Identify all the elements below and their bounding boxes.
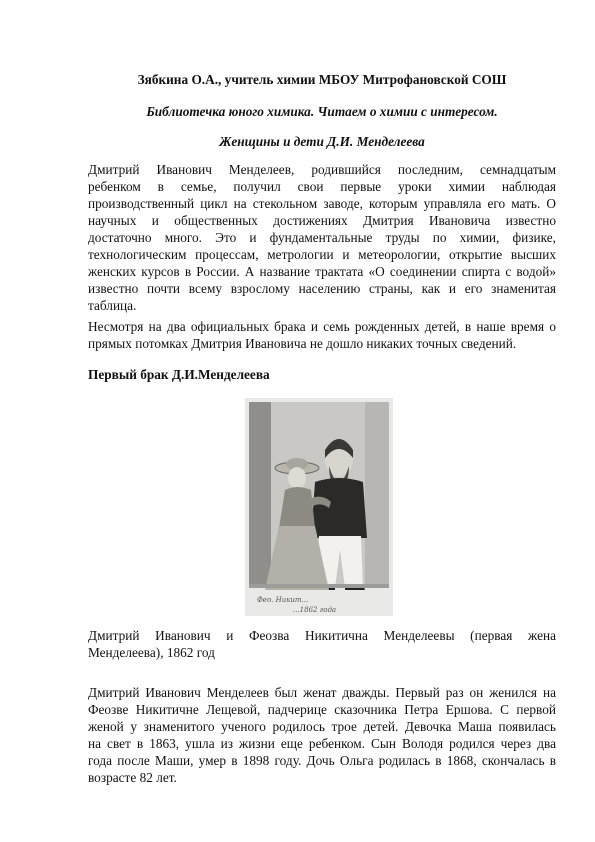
- photo-inscription: Фео. Никит...: [257, 596, 309, 604]
- paragraph2-line: прямых потомках Дмитрия Ивановича не дошло никаких точных сведений.: [88, 336, 517, 351]
- paragraph1-line: таблица.: [88, 298, 137, 313]
- paragraph1-line: достаточно много. Это и фундаментальные труды по химии, физике,: [88, 230, 556, 245]
- paragraph1-line: известно почти всему взрослому населению страны, как и его знаменитая: [88, 281, 556, 296]
- paragraph1-line: женских курсов в России. А название трактата «О соединении спирта с водой»: [88, 264, 556, 279]
- paragraph3-line: женой у знаменитого ученого родилось трое детей. Девочка Маша появилась: [88, 719, 556, 734]
- paragraph3-line: Дмитрий Иванович Менделеев был женат дважды. Первый раз он женился на: [88, 685, 556, 700]
- series-title: Библиотечка юного химика. Читаем о химии с интересом.: [146, 104, 498, 119]
- paragraph3-line: возрасте 82 лет.: [88, 770, 177, 785]
- section-heading: Первый брак Д.И.Менделеева: [88, 367, 270, 382]
- paragraph1-line: технологическим процессам, метрологии и метеорологии, открытие высших: [88, 247, 556, 262]
- paragraph1-line: ребенком в семье, получил свои первые уроки химии наблюдая: [88, 179, 556, 194]
- photo-caption-line: Дмитрий Иванович и Феозва Никитична Менделеевы (первая жена: [88, 628, 556, 643]
- paragraph1-line: научных и общественных достижениях Дмитрия Ивановича известно: [88, 213, 556, 228]
- mendeleev-couple-photo: [245, 398, 393, 616]
- paragraph3-line: на свет в 1863, ушла из жизни еще ребенком. Сын Володя родился через два: [88, 736, 556, 751]
- paragraph1-line: Дмитрий Иванович Менделеев, родившийся последним, семнадцатым: [88, 162, 556, 177]
- photo-inscription: ...1862 года: [293, 606, 337, 614]
- paragraph3-line: Феозве Никитичне Лещевой, падчерице сказочника Петра Ершова. С первой: [88, 702, 556, 717]
- author-line: Зябкина О.А., учитель химии МБОУ Митрофановской СОШ: [137, 72, 507, 87]
- paragraph3-line: года после Маши, умер в 1898 году. Дочь Ольга родилась в 1868, скончалась в: [88, 753, 556, 768]
- photo-caption-line: Менделеева), 1862 год: [88, 645, 215, 660]
- article-title: Женщины и дети Д.И. Менделеева: [219, 134, 425, 149]
- paragraph2-line: Несмотря на два официальных брака и семь рожденных детей, в наше время о: [88, 319, 556, 334]
- paragraph1-line: производственный цикл на стекольном заводе, которым управляла его мать. О: [88, 196, 556, 211]
